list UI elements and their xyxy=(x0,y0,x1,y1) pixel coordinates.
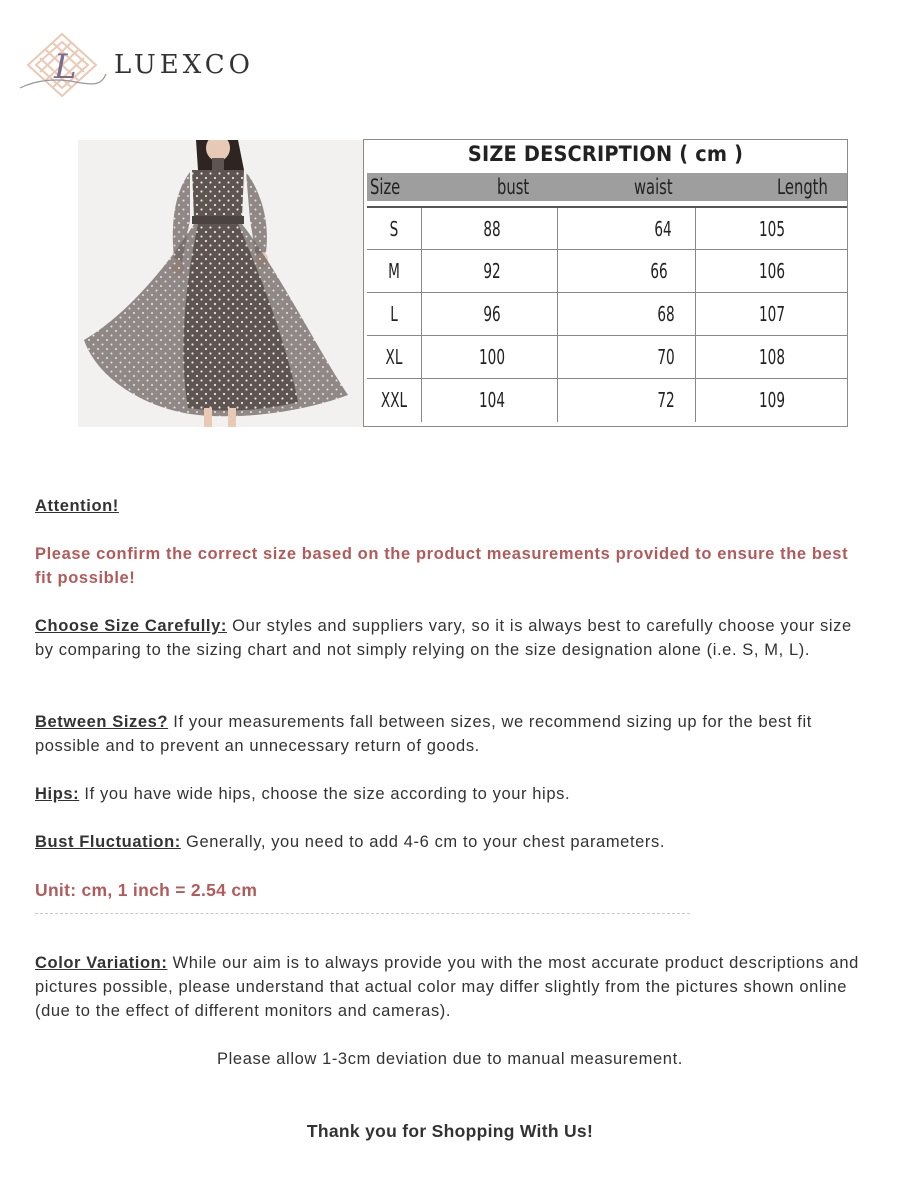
cell-length: 107 xyxy=(759,302,785,326)
table-row xyxy=(367,249,847,293)
between-sizes-label: Between Sizes? xyxy=(35,713,169,731)
cell-length: 108 xyxy=(759,345,785,369)
table-row xyxy=(367,206,847,251)
hips-note xyxy=(35,782,865,806)
logo-diamond-icon xyxy=(16,30,108,100)
cell-waist: 70 xyxy=(657,345,675,369)
brand-logo xyxy=(16,30,256,100)
deviation-note xyxy=(35,1047,865,1071)
bust-text: Generally, you need to add 4-6 cm to your chest parameters. xyxy=(180,833,666,851)
dashed-divider xyxy=(35,913,690,914)
choose-size-note xyxy=(35,614,865,662)
color-variation-text: While our aim is to always provide you with the most accurate product descriptions and pictures possible, please understand that actual color may differ slightly from the pictures shown online (due to the effect of different monitors and cameras). xyxy=(35,954,859,1020)
table-row xyxy=(367,335,847,379)
product-photo xyxy=(78,140,364,427)
confirm-text: Please confirm the correct size based on the product measurements provided to ensure the best fit possible! xyxy=(35,545,849,587)
cell-length: 106 xyxy=(759,259,785,283)
col-length-header: Length xyxy=(777,175,828,199)
col-size-header: Size xyxy=(370,175,401,199)
cell-size: M xyxy=(388,259,400,283)
cell-waist: 64 xyxy=(654,217,672,241)
cell-size: XL xyxy=(385,345,403,369)
color-variation-label: Color Variation: xyxy=(35,954,168,972)
unit-text: Unit: cm, 1 inch = 2.54 cm xyxy=(35,880,258,900)
size-chart-title: SIZE DESCRIPTION ( cm ) xyxy=(467,142,744,166)
deviation-text: Please allow 1-3cm deviation due to manual measurement. xyxy=(217,1050,683,1068)
hips-label: Hips: xyxy=(35,785,80,803)
size-chart-header xyxy=(367,173,847,201)
between-sizes-note xyxy=(35,710,865,758)
col-waist-header: waist xyxy=(634,175,673,199)
thanks-text: Thank you for Shopping With Us! xyxy=(306,1121,594,1141)
cell-bust: 96 xyxy=(483,302,501,326)
cell-length: 105 xyxy=(759,217,785,241)
confirm-note xyxy=(35,542,865,590)
dress-illustration xyxy=(78,140,364,427)
cell-size: XXL xyxy=(380,388,408,412)
logo-letter: L xyxy=(54,47,77,87)
between-sizes-text: If your measurements fall between sizes, we recommend sizing up for the best fit possible and to prevent an unnecessary return of goods. xyxy=(35,713,812,755)
cell-bust: 92 xyxy=(483,259,501,283)
choose-size-label: Choose Size Carefully: xyxy=(35,617,227,635)
table-row xyxy=(367,378,847,422)
choose-size-text: Our styles and suppliers vary, so it is always best to carefully choose your size by comparing to the sizing chart and not simply relying on the size designation alone (i.e. S, M, L). xyxy=(35,617,852,659)
size-chart xyxy=(363,139,848,427)
bust-note xyxy=(35,830,865,854)
cell-waist: 66 xyxy=(650,259,668,283)
bust-label: Bust Fluctuation: xyxy=(35,833,181,851)
thanks-note xyxy=(35,1119,865,1143)
cell-bust: 104 xyxy=(479,388,505,412)
table-row xyxy=(367,292,847,336)
cell-length: 109 xyxy=(759,388,785,412)
col-bust-header: bust xyxy=(497,175,530,199)
cell-size: L xyxy=(390,302,398,326)
cell-bust: 88 xyxy=(483,217,501,241)
attention-label: Attention! xyxy=(35,497,119,515)
cell-waist: 72 xyxy=(657,388,675,412)
color-variation-note xyxy=(35,951,865,1023)
attention-heading xyxy=(35,494,865,518)
hips-text: If you have wide hips, choose the size according to your hips. xyxy=(79,785,571,803)
cell-waist: 68 xyxy=(657,302,675,326)
cell-size: S xyxy=(389,217,399,241)
unit-note xyxy=(35,878,865,902)
cell-bust: 100 xyxy=(479,345,505,369)
brand-name: LUEXCO xyxy=(114,50,254,80)
